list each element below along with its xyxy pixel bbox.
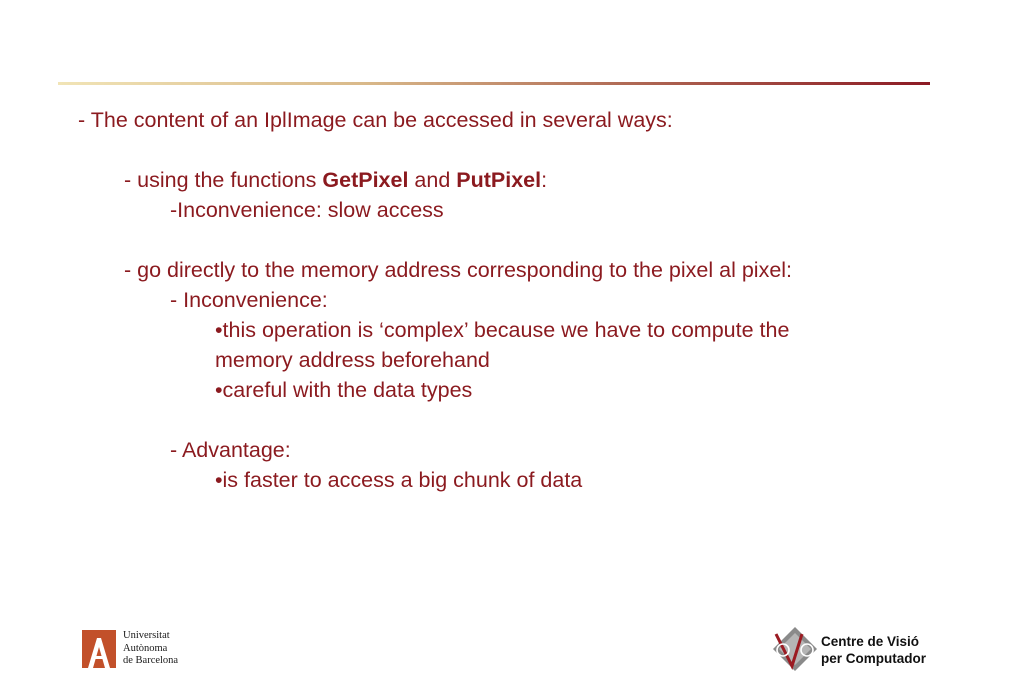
header-rule xyxy=(58,82,930,85)
method1-inconvenience: -Inconvenience: slow access xyxy=(170,198,444,222)
method2-bullet1-line2: memory address beforehand xyxy=(215,348,490,372)
uab-line3: de Barcelona xyxy=(123,655,179,666)
slide-body xyxy=(78,105,978,495)
method2-inconvenience-label: - Inconvenience: xyxy=(170,288,328,312)
uab-line1: Universitat xyxy=(123,630,170,641)
method2-advantage-bullet: •is faster to access a big chunk of data xyxy=(215,468,583,492)
method1-and: and xyxy=(408,168,457,192)
method2-bullet2: •careful with the data types xyxy=(215,378,473,402)
uab-line2: Autònoma xyxy=(123,642,168,654)
cvc-name xyxy=(821,633,926,667)
method1-line xyxy=(124,165,978,195)
method1-prefix: - using the functions xyxy=(124,168,323,192)
cvc-line1: Centre de Visió xyxy=(821,634,920,649)
method1-colon: : xyxy=(541,168,548,192)
intro-text: - The content of an IplImage can be accessed in several ways: xyxy=(78,108,673,132)
putpixel-function: PutPixel xyxy=(456,168,542,192)
cvc-line2: per Computador xyxy=(821,651,927,666)
uab-a-icon xyxy=(82,630,116,668)
method2-title: - go directly to the memory address corresponding to the pixel al pixel: xyxy=(124,258,793,282)
cvc-diamond-icon xyxy=(772,626,818,672)
uab-name xyxy=(123,630,178,668)
method2-advantage-label: - Advantage: xyxy=(170,438,291,462)
method2-bullet1-line1: •this operation is ‘complex’ because we have to compute the xyxy=(215,318,790,342)
getpixel-function: GetPixel xyxy=(322,168,409,192)
